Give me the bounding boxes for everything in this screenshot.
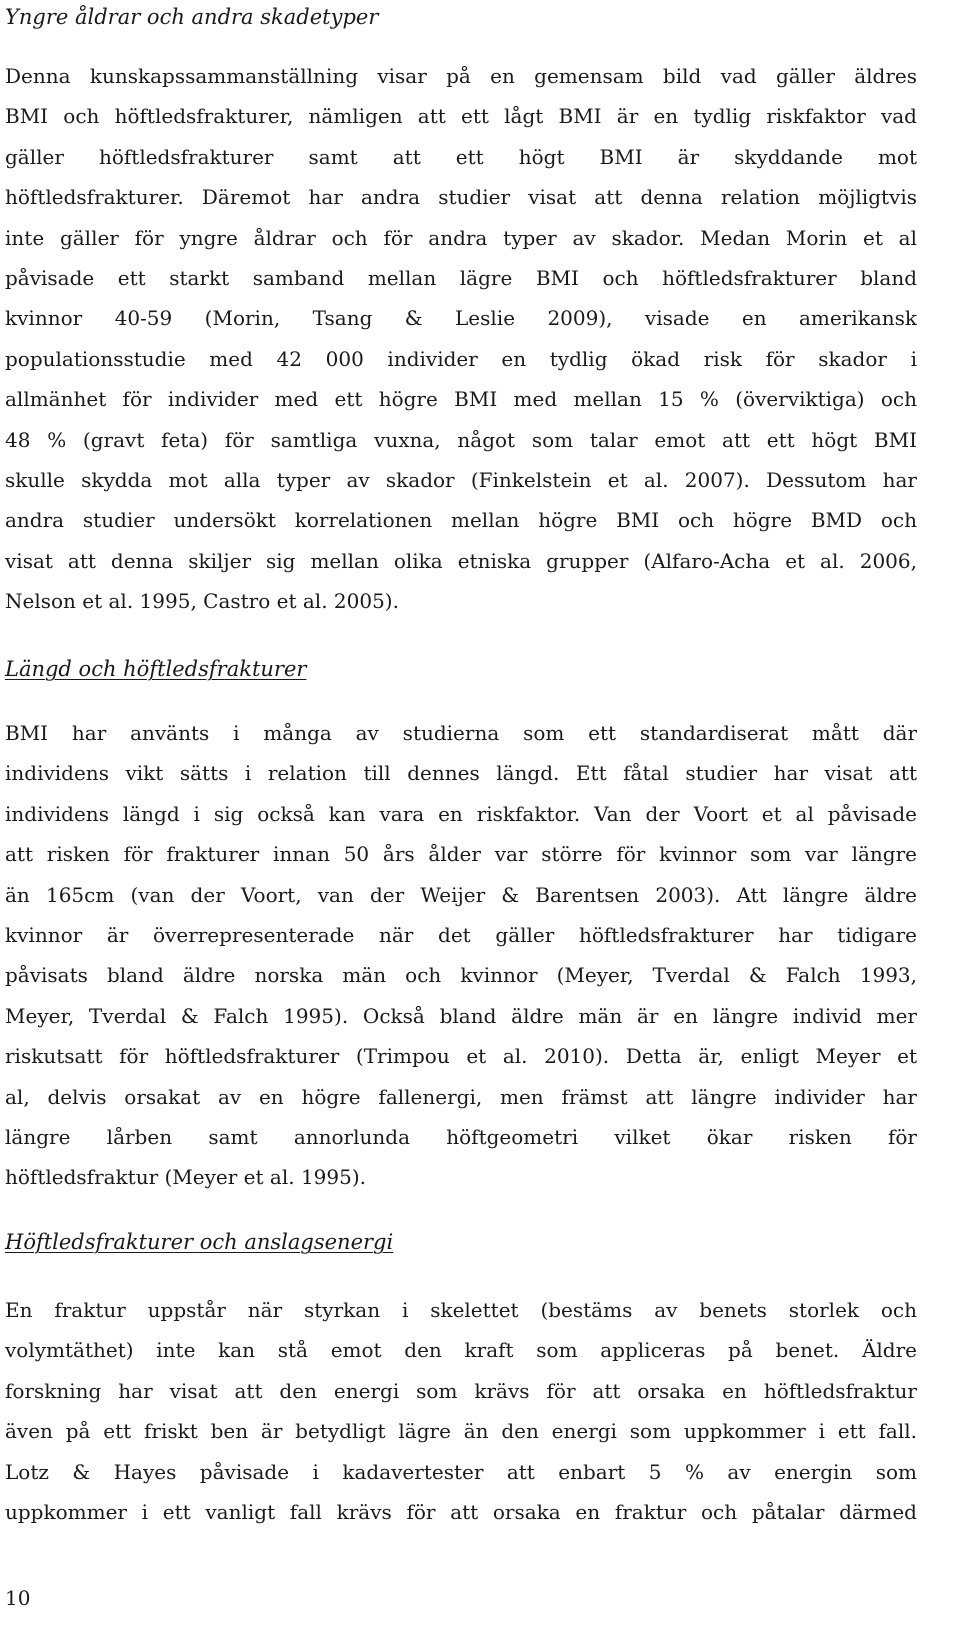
text-line: längre lårben samt annorlunda höftgeometri vilket ökar risken för — [5, 1125, 917, 1150]
section-heading-impact-energy: Höftledsfrakturer och anslagsenergi — [5, 1230, 394, 1254]
text-line: Denna kunskapssammanställning visar på en gemensam bild vad gäller äldres — [5, 64, 917, 88]
text-line: påvisats bland äldre norska män och kvinnor (Meyer, Tverdal & Falch 1993, — [5, 963, 917, 988]
text-line: al, delvis orsakat av en högre fallenergi, men främst att längre individer har — [5, 1084, 917, 1109]
text-line: BMI har använts i många av studierna som ett standardiserat mått där — [5, 721, 917, 745]
text-line: att risken för frakturer innan 50 års ålder var större för kvinnor som var längre — [5, 842, 917, 867]
paragraph-younger-ages — [5, 56, 917, 622]
text-line: individens vikt sätts i relation till dennes längd. Ett fåtal studier har visat att — [5, 761, 917, 786]
text-line: Lotz & Hayes påvisade i kadavertester att enbart 5 % av energin som — [5, 1459, 917, 1484]
text-line: visat att denna skiljer sig mellan olika etniska grupper (Alfaro-Acha et al. 2006, — [5, 548, 917, 573]
section-heading-height: Längd och höftledsfrakturer — [5, 657, 307, 681]
text-line: även på ett friskt ben är betydligt lägre än den energi som uppkommer i ett fall. — [5, 1419, 917, 1444]
paragraph-height — [5, 713, 917, 1198]
page-number: 10 — [5, 1586, 31, 1610]
text-line: gäller höftledsfrakturer samt att ett högt BMI är skyddande mot — [5, 144, 917, 169]
text-line: BMI och höftledsfrakturer, nämligen att ett lågt BMI är en tydlig riskfaktor vad — [5, 104, 917, 129]
text-line: individens längd i sig också kan vara en riskfaktor. Van der Voort et al påvisade — [5, 801, 917, 826]
text-line: forskning har visat att den energi som krävs för att orsaka en höftledsfraktur — [5, 1378, 917, 1403]
text-line: inte gäller för yngre åldrar och för andra typer av skador. Medan Morin et al — [5, 225, 917, 250]
paragraph-impact-energy — [5, 1290, 917, 1532]
text-line: än 165cm (van der Voort, van der Weijer & Barentsen 2003). Att längre äldre — [5, 882, 917, 907]
text-line: Nelson et al. 1995, Castro et al. 2005). — [5, 589, 399, 614]
text-line: kvinnor är överrepresenterade när det gäller höftledsfrakturer har tidigare — [5, 923, 917, 948]
section-heading-younger-ages: Yngre åldrar och andra skadetyper — [5, 5, 379, 29]
text-line: Meyer, Tverdal & Falch 1995). Också bland äldre män är en längre individ mer — [5, 1003, 917, 1028]
text-line: påvisade ett starkt samband mellan lägre BMI och höftledsfrakturer bland — [5, 266, 917, 291]
text-line: En fraktur uppstår när styrkan i skelettet (bestäms av benets storlek och — [5, 1298, 917, 1322]
text-line: allmänhet för individer med ett högre BMI med mellan 15 % (överviktiga) och — [5, 387, 917, 412]
text-line: andra studier undersökt korrelationen mellan högre BMI och högre BMD och — [5, 508, 917, 533]
text-line: höftledsfrakturer. Däremot har andra studier visat att denna relation möjligtvis — [5, 185, 917, 210]
text-line: kvinnor 40-59 (Morin, Tsang & Leslie 2009), visade en amerikansk — [5, 306, 917, 331]
text-line: skulle skydda mot alla typer av skador (Finkelstein et al. 2007). Dessutom har — [5, 468, 917, 493]
text-line: höftledsfraktur (Meyer et al. 1995). — [5, 1165, 366, 1190]
text-line: uppkommer i ett vanligt fall krävs för att orsaka en fraktur och påtalar därmed — [5, 1500, 917, 1525]
text-line: volymtäthet) inte kan stå emot den kraft som appliceras på benet. Äldre — [5, 1338, 917, 1363]
text-line: 48 % (gravt feta) för samtliga vuxna, något som talar emot att ett högt BMI — [5, 427, 917, 452]
text-line: riskutsatt för höftledsfrakturer (Trimpou et al. 2010). Detta är, enligt Meyer et — [5, 1044, 917, 1069]
text-line: populationsstudie med 42 000 individer en tydlig ökad risk för skador i — [5, 346, 917, 371]
